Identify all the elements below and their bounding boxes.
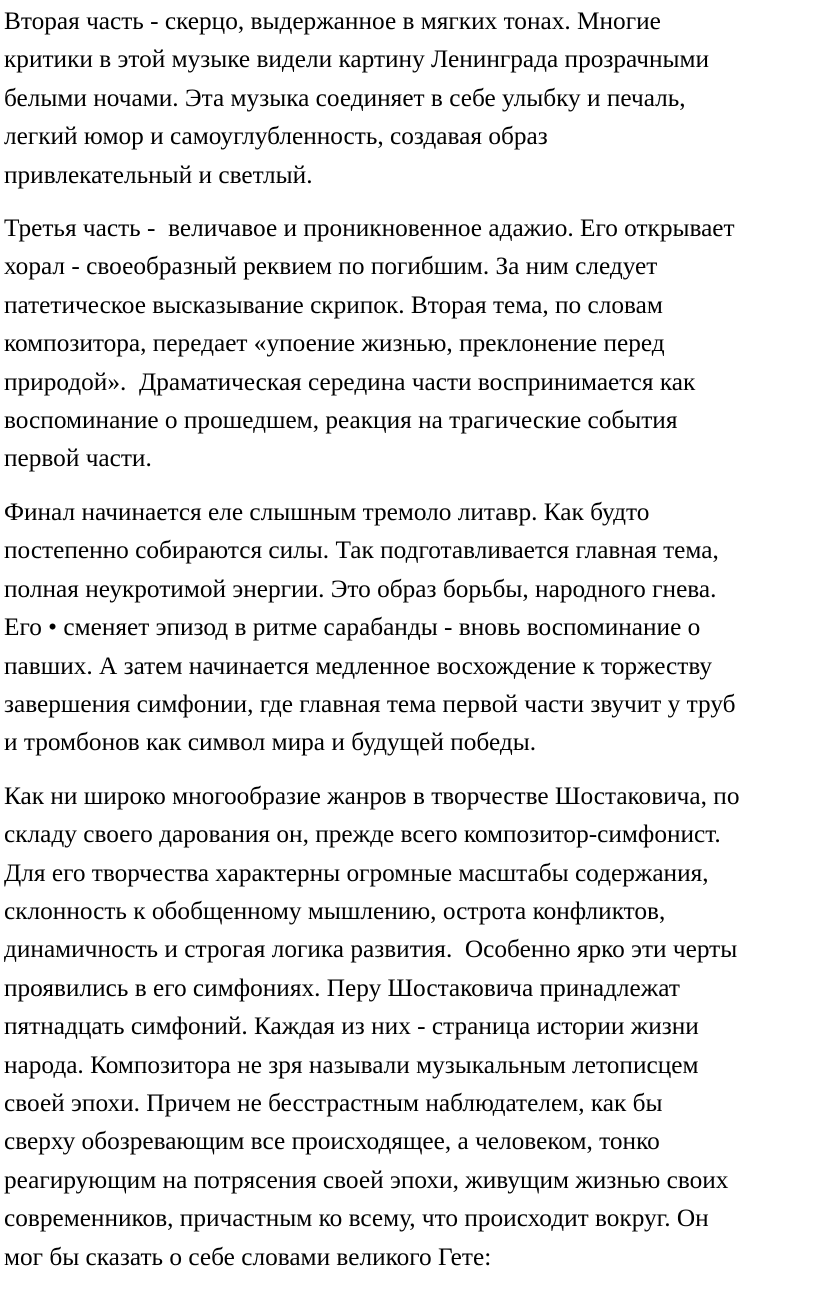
text-line: Для его творчества характерны огромные масштабы содержания, [4, 858, 709, 887]
paragraph-adagio [4, 209, 816, 478]
text-line: склонность к обобщенному мышлению, острота конфликтов, [4, 896, 666, 925]
text-line: и тромбонов как символ мира и будущей победы. [4, 728, 537, 757]
text-line: реагирующим на потрясения своей эпохи, живущим жизнью своих [4, 1165, 729, 1194]
paragraph-finale [4, 493, 816, 762]
text-line: складу своего дарования он, прежде всего композитор-симфонист. [4, 820, 721, 849]
text-line: своей эпохи. Причем не бесстрастным наблюдателем, как бы [4, 1088, 663, 1117]
text-line: воспоминание о прошедшем, реакция на трагические события [4, 406, 678, 435]
text-line: постепенно собираются силы. Так подготавливается главная тема, [4, 536, 719, 565]
paragraph-symphonist [4, 777, 816, 1276]
text-line: природой». Драматическая середина части воспринимается как [4, 367, 696, 396]
text-line: первой части. [4, 444, 152, 473]
text-line: Как ни широко многообразие жанров в творчестве Шостаковича, по [4, 781, 740, 810]
text-line: пятнадцать симфоний. Каждая из них - страница истории жизни [4, 1012, 699, 1041]
text-line: Финал начинается еле слышным тремоло литавр. Как будто [4, 497, 650, 526]
text-line: хорал - своеобразный реквием по погибшим. За ним следует [4, 252, 658, 281]
text-line: Вторая часть - скерцо, выдержанное в мягких тонах. Многие [4, 7, 661, 35]
text-line: современников, причастным ко всему, что происходит вокруг. Он [4, 1204, 709, 1233]
text-line: проявились в его симфониях. Перу Шостаковича принадлежат [4, 973, 680, 1002]
document-page [4, 2, 816, 1291]
text-line: полная неукротимой энергии. Это образ борьбы, народного гнева. [4, 574, 717, 603]
text-line: патетическое высказывание скрипок. Вторая тема, по словам [4, 290, 663, 319]
text-line: легкий юмор и самоуглубленность, создавая образ [4, 122, 548, 151]
text-line: динамичность и строгая логика развития. Особенно ярко эти черты [4, 935, 738, 964]
text-line: Его • сменяет эпизод в ритме сарабанды - вновь воспоминание о [4, 613, 701, 642]
text-line: Третья часть - величавое и проникновенное адажио. Его открывает [4, 214, 735, 243]
text-line: завершения симфонии, где главная тема первой части звучит у труб [4, 689, 736, 718]
text-line: сверху обозревающим все происходящее, а человеком, тонко [4, 1127, 660, 1156]
text-line: народа. Композитора не зря называли музыкальным летописцем [4, 1050, 699, 1079]
text-line: павших. А затем начинается медленное восхождение к торжеству [4, 651, 713, 680]
text-line: белыми ночами. Эта музыка соединяет в себе улыбку и печаль, [4, 83, 686, 112]
text-line: мог бы сказать о себе словами великого Гете: [4, 1242, 492, 1271]
text-line: композитора, передает «упоение жизнью, преклонение перед [4, 329, 665, 358]
text-line: привлекательный и светлый. [4, 160, 313, 189]
paragraph-scherzo [4, 2, 816, 194]
text-line: критики в этой музыке видели картину Ленинграда прозрачными [4, 45, 710, 74]
